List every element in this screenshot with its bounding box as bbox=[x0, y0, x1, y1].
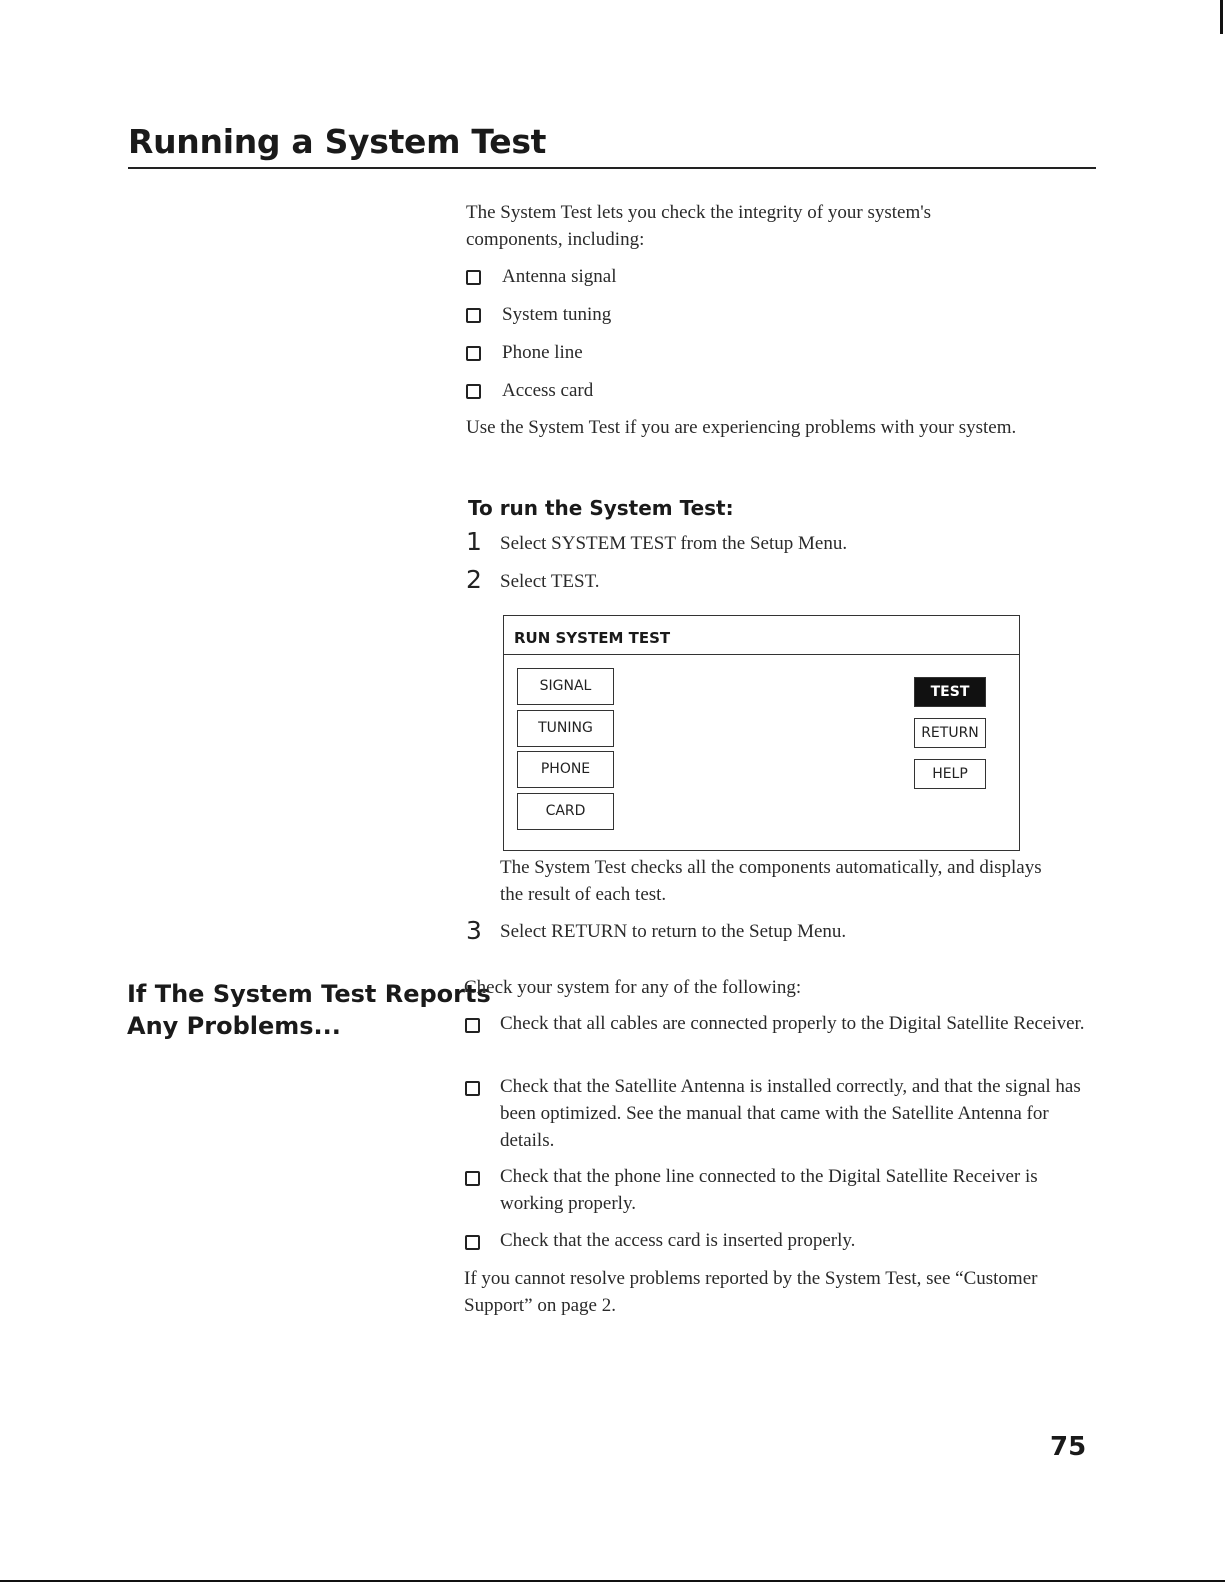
checkbox-icon bbox=[466, 270, 481, 285]
steps-heading: To run the System Test: bbox=[468, 496, 734, 520]
tuning-option[interactable]: TUNING bbox=[517, 710, 614, 747]
edge-mark bbox=[1220, 0, 1223, 34]
title-rule bbox=[128, 167, 1096, 169]
run-system-test-panel bbox=[503, 615, 1020, 851]
problems-heading-line: Any Problems... bbox=[127, 1012, 341, 1040]
step-text: Select SYSTEM TEST from the Setup Menu. bbox=[500, 533, 848, 554]
checkbox-icon bbox=[465, 1171, 480, 1186]
page-title: Running a System Test bbox=[128, 122, 547, 161]
list-item: Phone line bbox=[502, 342, 583, 363]
test-note: The System Test checks all the components automatically, and displays the result of each test. bbox=[500, 857, 1042, 905]
test-button[interactable]: TEST bbox=[914, 677, 986, 707]
problems-footer: If you cannot resolve problems reported by the System Test, see “Customer Support” on page 2. bbox=[464, 1268, 1038, 1316]
checkbox-icon bbox=[465, 1081, 480, 1096]
list-item: System tuning bbox=[502, 304, 612, 325]
list-item: Access card bbox=[502, 380, 594, 401]
step-number: 2 bbox=[466, 565, 482, 594]
page-number: 75 bbox=[1050, 1432, 1087, 1462]
problems-intro: Check your system for any of the following: bbox=[464, 977, 802, 998]
checkbox-icon bbox=[466, 346, 481, 361]
list-item: Check that all cables are connected properly to the Digital Satellite Receiver. bbox=[500, 1013, 1085, 1034]
bottom-edge bbox=[0, 1580, 1225, 1582]
step-text: Select TEST. bbox=[500, 571, 600, 592]
intro-text: The System Test lets you check the integrity of your system's components, including: bbox=[466, 202, 932, 250]
checkbox-icon bbox=[465, 1235, 480, 1250]
checkbox-icon bbox=[465, 1018, 480, 1033]
step-number: 3 bbox=[466, 916, 482, 945]
signal-option[interactable]: SIGNAL bbox=[517, 668, 614, 705]
checkbox-icon bbox=[466, 384, 481, 399]
phone-option[interactable]: PHONE bbox=[517, 751, 614, 788]
step-number: 1 bbox=[466, 527, 482, 556]
card-option[interactable]: CARD bbox=[517, 793, 614, 830]
problems-heading-line: If The System Test Reports bbox=[127, 980, 491, 1008]
problems-heading bbox=[127, 978, 491, 1042]
panel-divider bbox=[504, 654, 1019, 655]
panel-title: RUN SYSTEM TEST bbox=[514, 629, 671, 647]
help-button[interactable]: HELP bbox=[914, 759, 986, 789]
use-text: Use the System Test if you are experiencing problems with your system. bbox=[466, 417, 1017, 438]
list-item: Check that the Satellite Antenna is installed correctly, and that the signal has been optimized. See the manual that came with the Satellite Antenna for details. bbox=[500, 1076, 1081, 1151]
list-item: Check that the phone line connected to the Digital Satellite Receiver is working properly. bbox=[500, 1166, 1038, 1214]
step-text: Select RETURN to return to the Setup Menu. bbox=[500, 921, 847, 942]
return-button[interactable]: RETURN bbox=[914, 718, 986, 748]
checkbox-icon bbox=[466, 308, 481, 323]
list-item: Antenna signal bbox=[502, 266, 617, 287]
list-item: Check that the access card is inserted properly. bbox=[500, 1230, 856, 1251]
